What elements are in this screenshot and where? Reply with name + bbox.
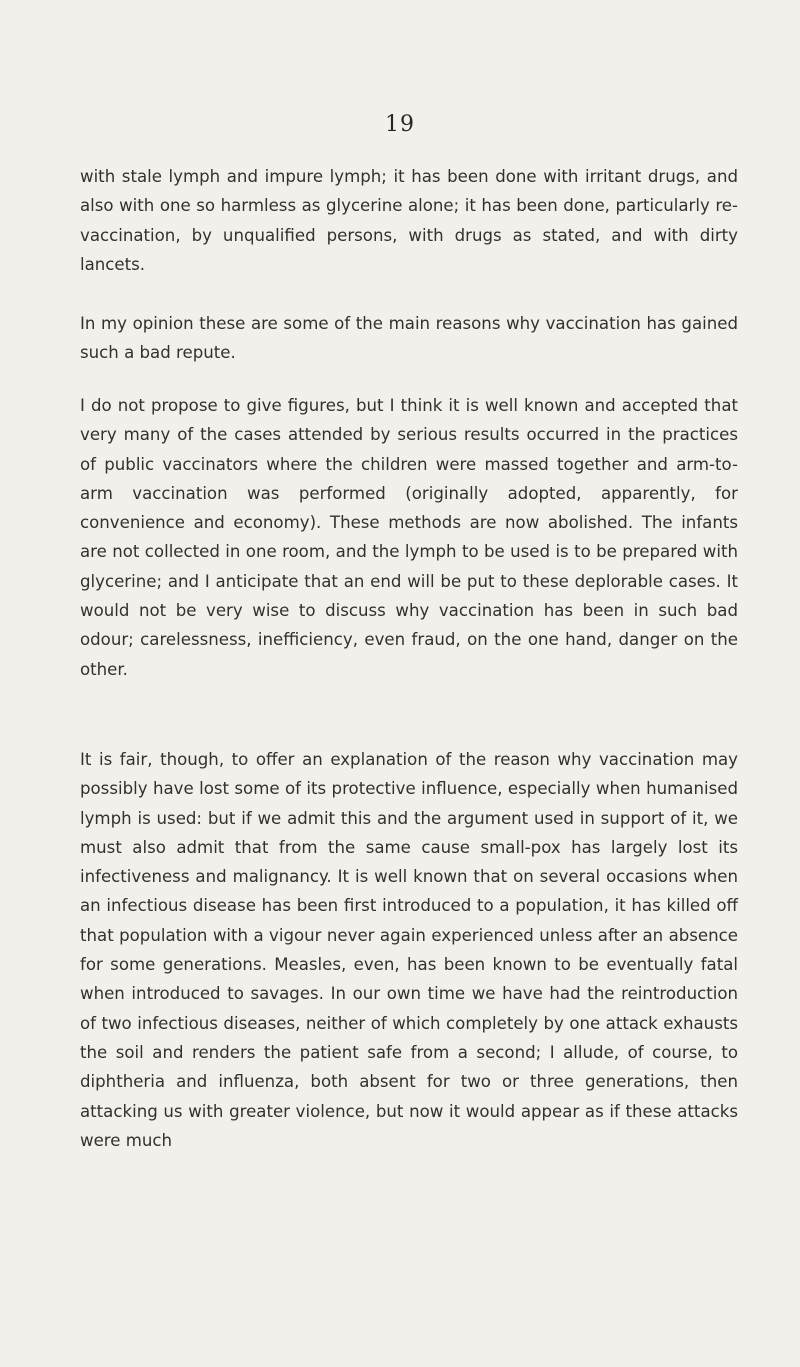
paragraph-text: I do not propose to give figures, but I think it is well known and accepted that very many of the cases attended by serious results occurred in the practices of public vaccinators where the children were massed together and arm-to-arm vaccination was performed (originally adopted, apparently, for convenience and economy). These methods are now abolished. The infants are not collected in one room, and the lymph to be used is to be prepared with glycerine; and I anticipate that an end will be put to these deplorable cases. It would not be very wise to discuss why vaccination has been in such bad odour; carelessness, inefficiency, even fraud, on the one hand, danger on the other.: [80, 396, 738, 679]
paragraph-text: It is fair, though, to offer an explanation of the reason why vaccination may possibly have lost some of its protective influence, especially when humanised lymph is used: but if we admit this and the argument used in support of it, we must also admit that from the same cause small-pox has largely lost its infectiveness and malignancy. It is well known that on several occasions when an infectious disease has been first introduced to a population, it has killed off that population with a vigour never again experienced unless after an absence for some generations. Measles, even, has been known to be eventually fatal when introduced to savages. In our own time we have had the reintroduction of two infectious diseases, neither of which completely by one attack exhausts the soil and renders the patient safe from a second; I allude, of course, to diphtheria and influenza, both absent for two or three generations, then attacking us with greater violence, but now it would appear as if these attacks were much: [80, 750, 738, 1150]
page-number: 19: [385, 112, 415, 137]
paragraph-4: [80, 745, 738, 1155]
paragraph-text: with stale lymph and impure lymph; it has been done with irritant drugs, and also with one so harmless as glycerine alone; it has been done, particularly re-vaccination, by unqualified persons, with drugs as stated, and with dirty lancets.: [80, 167, 738, 274]
paragraph-1: [80, 162, 738, 279]
paragraph-2: [80, 309, 738, 368]
paragraph-text: In my opinion these are some of the main reasons why vaccination has gained such a bad repute.: [80, 314, 738, 363]
paragraph-3: [80, 391, 738, 684]
